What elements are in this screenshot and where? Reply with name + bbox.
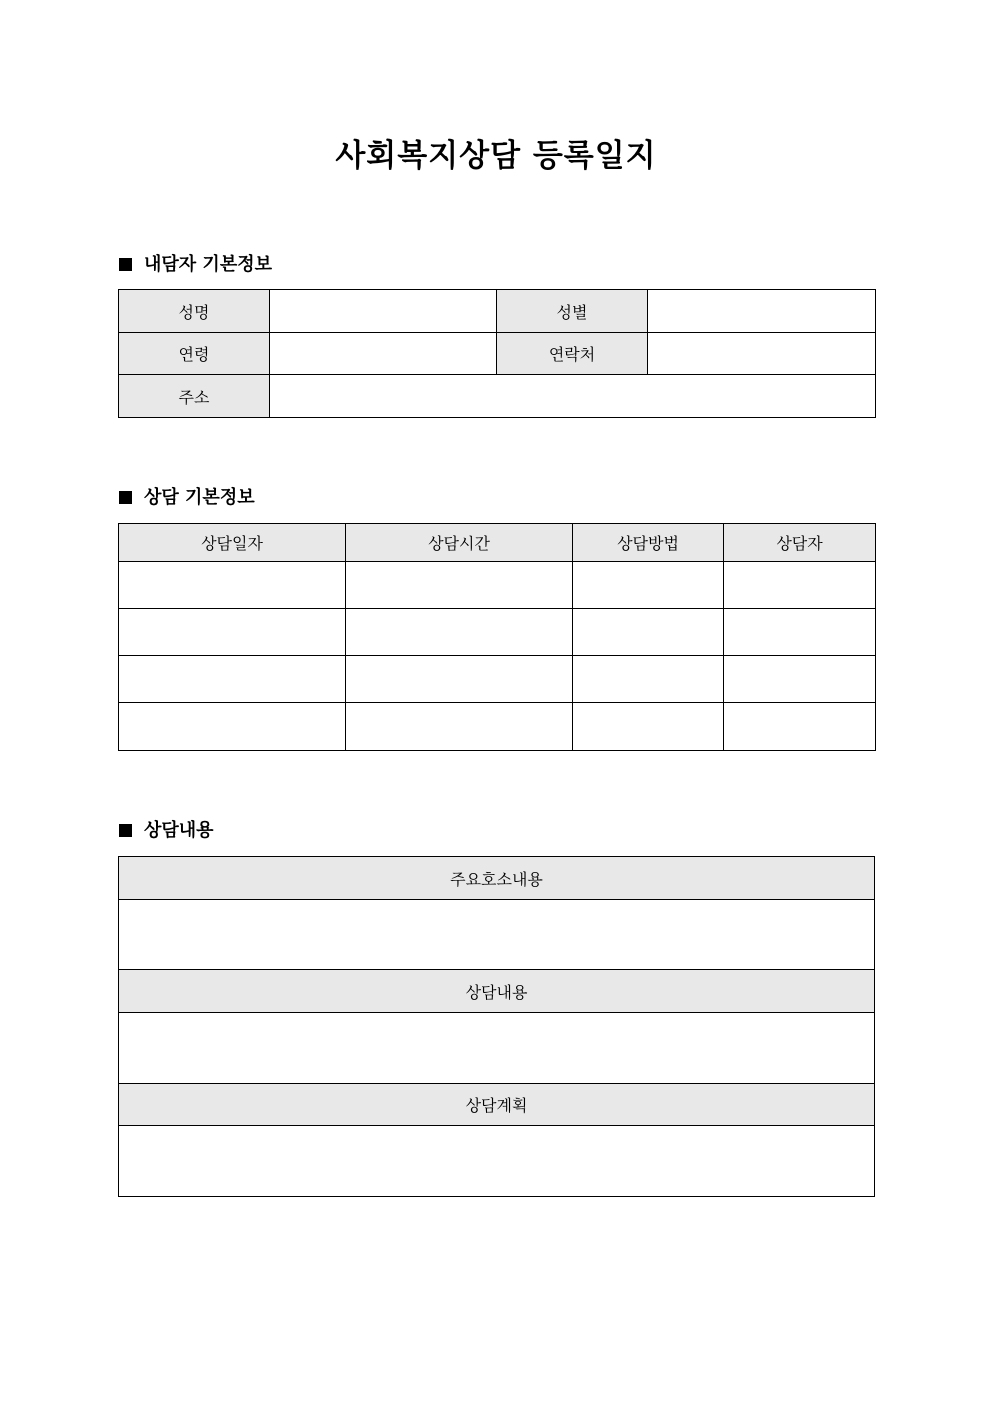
session-counselor-cell[interactable] (724, 609, 876, 656)
column-header-method: 상담방법 (573, 524, 724, 562)
session-info-table (118, 523, 876, 751)
session-counselor-cell[interactable] (724, 562, 876, 609)
square-bullet-icon (119, 491, 132, 504)
session-counselor-cell[interactable] (724, 703, 876, 751)
table-row (119, 375, 876, 418)
gender-label: 성별 (497, 290, 648, 333)
square-bullet-icon (119, 258, 132, 271)
table-row (119, 1013, 875, 1084)
session-method-cell[interactable] (573, 562, 724, 609)
name-field[interactable] (270, 290, 497, 333)
session-time-cell[interactable] (346, 656, 573, 703)
session-counselor-cell[interactable] (724, 656, 876, 703)
counseling-content-label: 상담내용 (119, 970, 875, 1013)
contact-field[interactable] (648, 333, 876, 375)
counseling-plan-field[interactable] (119, 1126, 875, 1197)
table-row (119, 1126, 875, 1197)
session-method-cell[interactable] (573, 703, 724, 751)
session-info-heading-text: 상담 기본정보 (144, 487, 255, 508)
table-row (119, 857, 875, 900)
address-label: 주소 (119, 375, 270, 418)
address-field[interactable] (270, 375, 876, 418)
session-time-cell[interactable] (346, 609, 573, 656)
session-method-cell[interactable] (573, 656, 724, 703)
session-date-cell[interactable] (119, 703, 346, 751)
counseling-content-field[interactable] (119, 1013, 875, 1084)
session-time-cell[interactable] (346, 703, 573, 751)
table-row (119, 970, 875, 1013)
content-heading (119, 819, 214, 843)
square-bullet-icon (119, 824, 132, 837)
table-header-row (119, 524, 876, 562)
session-date-cell[interactable] (119, 562, 346, 609)
column-header-date: 상담일자 (119, 524, 346, 562)
table-row (119, 609, 876, 656)
table-row (119, 333, 876, 375)
table-row (119, 290, 876, 333)
session-date-cell[interactable] (119, 609, 346, 656)
table-row (119, 1084, 875, 1126)
content-table (118, 856, 875, 1197)
client-info-table (118, 289, 876, 418)
table-row (119, 900, 875, 970)
gender-field[interactable] (648, 290, 876, 333)
session-info-heading (119, 486, 255, 510)
content-heading-text: 상담내용 (144, 820, 214, 841)
contact-label: 연락처 (497, 333, 648, 375)
page-title: 사회복지상담 등록일지 (335, 138, 657, 174)
age-field[interactable] (270, 333, 497, 375)
main-complaint-field[interactable] (119, 900, 875, 970)
table-row (119, 703, 876, 751)
client-info-heading-text: 내담자 기본정보 (144, 254, 272, 275)
age-label: 연령 (119, 333, 270, 375)
main-complaint-label: 주요호소내용 (119, 857, 875, 900)
table-row (119, 656, 876, 703)
column-header-time: 상담시간 (346, 524, 573, 562)
counseling-plan-label: 상담계획 (119, 1084, 875, 1126)
session-time-cell[interactable] (346, 562, 573, 609)
client-info-heading (119, 253, 272, 277)
session-date-cell[interactable] (119, 656, 346, 703)
session-method-cell[interactable] (573, 609, 724, 656)
name-label: 성명 (119, 290, 270, 333)
table-row (119, 562, 876, 609)
column-header-counselor: 상담자 (724, 524, 876, 562)
